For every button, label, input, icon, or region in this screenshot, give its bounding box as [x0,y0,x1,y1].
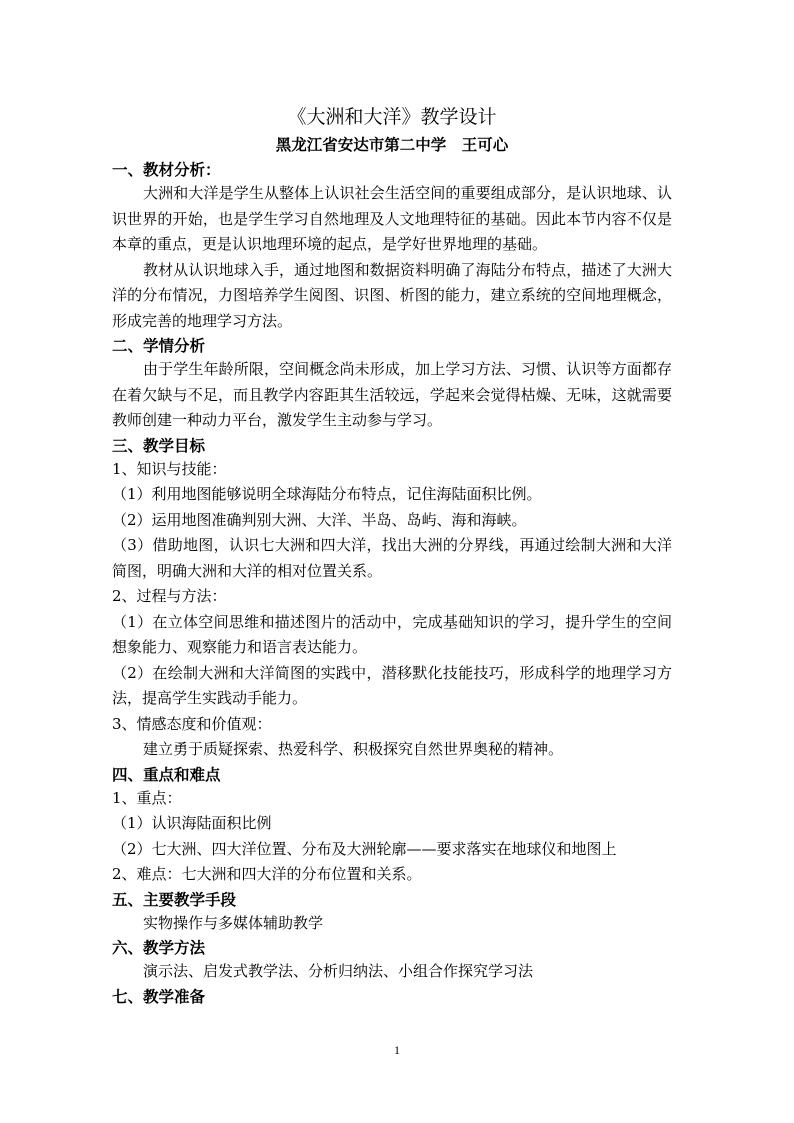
subheading: 2、过程与方法： [112,587,227,605]
paragraph: 由于学生年龄所限，空间概念尚未形成，加上学习方法、习惯、认识等方面都存在着欠缺与不足，而且教学内容距其生活较远，学起来会觉得枯燥、无味，这就需要教师创建一种动力平台，激发学生主动参与学习。 [112,360,672,429]
list-item: （3）借助地图，认识七大洲和四大洋，找出大洲的分界线，再通过绘制大洲和大洋简图，明确大洲和大洋的相对位置关系。 [112,536,672,580]
document-title: 《大洲和大洋》教学设计 [287,106,497,128]
list-item: （1）在立体空间思维和描述图片的活动中，完成基础知识的学习，提升学生的空间想象能力、观察能力和语言表达能力。 [112,612,672,656]
list-item: （1）认识海陆面积比例 [112,814,272,832]
section-heading-4: 四、重点和难点 [112,764,221,784]
section-heading-2: 二、学情分析 [112,336,206,355]
section-heading-5: 五、主要教学手段 [112,889,237,909]
section-heading-3: 三、教学目标 [112,435,206,455]
section-heading-7: 七、教学准备 [112,986,206,1006]
paragraph: 演示法、启发式教学法、分析归纳法、小组合作探究学习法 [143,962,534,980]
paragraph: 大洲和大洋是学生从整体上认识社会生活空间的重要组成部分，是认识地球、认识世界的开始，也是学生学习自然地理及人文地理特征的基础。因此本节内容不仅是本章的重点，更是认识地理环境的起点，是学好世界地理的基础。 [112,184,672,253]
subheading: 1、重点： [112,788,182,807]
author-line: 黑龙江省安达市第二中学 王可心 [275,135,509,154]
section-heading-6: 六、教学方法 [112,938,206,957]
list-item: （2）七大洲、四大洋位置、分布及大洲轮廓——要求落实在地球仪和地图上 [112,839,617,858]
paragraph: 教材从认识地球入手，通过地图和数据资料明确了海陆分布特点，描述了大洲大洋的分布情况，力图培养学生阅图、识图、析图的能力，建立系统的空间地理概念，形成完善的地理学习方法。 [112,260,672,330]
list-item: （1）利用地图能够说明全球海陆分布特点，记住海陆面积比例。 [112,485,542,503]
page-number: 1 [394,1043,400,1057]
section-heading-1: 一、教材分析： [112,160,221,179]
paragraph: 实物操作与多媒体辅助教学 [143,913,324,932]
paragraph: 建立勇于质疑探索、热爱科学、积极探究自然世界奥秘的精神。 [143,740,564,758]
document-body [112,102,672,1008]
subheading: 2、难点：七大洲和四大洋的分布位置和关系。 [112,865,422,883]
subheading: 3、情感态度和价值观： [112,714,272,733]
list-item: （2）运用地图准确判别大洲、大洋、半岛、岛屿、海和海峡。 [112,510,527,529]
list-item: （2）在绘制大洲和大洋简图的实践中，潜移默化技能技巧，形成科学的地理学习方法，提高学生实践动手能力。 [112,663,672,707]
subheading: 1、知识与技能： [112,459,227,478]
